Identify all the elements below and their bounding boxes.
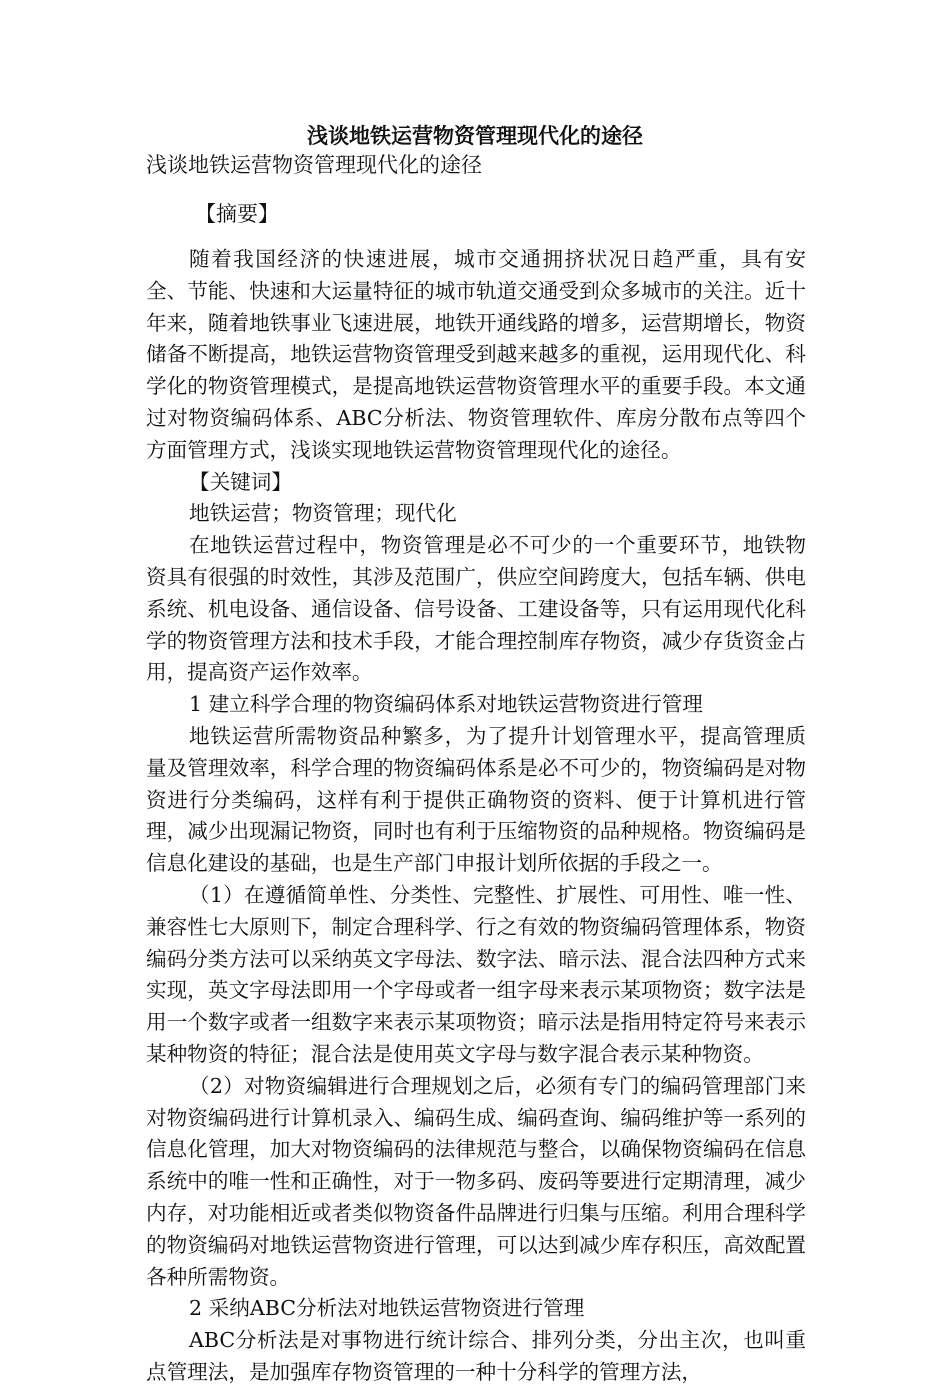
keywords-paragraph: 地铁运营；物资管理；现代化 [189,501,457,526]
section-1-paragraph-1: 地铁运营所需物资品种繁多，为了提升计划管理水平，提高管理质量及管理效率，科学合理的物资编码体系是必不可少的，物资编码是对物资进行分类编码，这样有利于提供正确物资的资料、便于计算机进行管理，减少出现漏记物资，同时也有利于压缩物资的品种规格。物资编码是信息化建设的基础，也是生产部门申报计划所依据的手段之一。 [146,723,806,876]
document-title: 浅谈地铁运营物资管理现代化的途径 [307,123,643,148]
section-2-heading: 2 采纳ABC分析法对地铁运营物资进行管理 [189,1296,585,1321]
abstract-paragraph: 随着我国经济的快速进展，城市交通拥挤状况日趋严重，具有安全、节能、快速和大运量特征的城市轨道交通受到众多城市的关注。近十年来，随着地铁事业飞速进展，地铁开通线路的增多，运营期增长，物资储备不断提高，地铁运营物资管理受到越来越多的重视，运用现代化、科学化的物资管理模式，是提高地铁运营物资管理水平的重要手段。本文通过对物资编码体系、ABC分析法、物资管理软件、库房分散布点等四个方面管理方式，浅谈实现地铁运营物资管理现代化的途径。 [146,247,806,462]
section-1-paragraph-2: （1）在遵循简单性、分类性、完整性、扩展性、可用性、唯一性、兼容性七大原则下，制定合理科学、行之有效的物资编码管理体系，物资编码分类方法可以采纳英文字母法、数字法、暗示法、混合法四种方式来实现，英文字母法即用一个字母或者一组字母来表示某项物资；数字法是用一个数字或者一组数字来表示某项物资；暗示法是指用特定符号来表示某种物资的特征；混合法是使用英文字母与数字混合表示某种物资。 [146,882,806,1066]
document-body [146,244,806,1389]
section-2-paragraph-1: ABC分析法是对事物进行统计综合、排列分类，分出主次，也叫重点管理法，是加强库存物资管理的一种十分科学的管理方法， [146,1328,806,1384]
document-subtitle: 浅谈地铁运营物资管理现代化的途径 [146,153,482,177]
section-1-paragraph-3: （2）对物资编辑进行合理规划之后，必须有专门的编码管理部门来对物资编码进行计算机录入、编码生成、编码查询、编码维护等一系列的信息化管理，加大对物资编码的法律规范与整合，以确保物资编码在信息系统中的唯一性和正确性，对于一物多码、废码等要进行定期清理，减少内存，对功能相近或者类似物资备件品牌进行归集与压缩。利用合理科学的物资编码对地铁运营物资进行管理，可以达到减少库存积压，高效配置各种所需物资。 [146,1073,806,1289]
abstract-label: 【摘要】 [195,202,279,226]
keywords-label: 【关键词】 [189,469,292,494]
intro-paragraph: 在地铁运营过程中，物资管理是必不可少的一个重要环节，地铁物资具有很强的时效性，其涉及范围广，供应空间跨度大，包括车辆、供电系统、机电设备、通信设备、信号设备、工建设备等，只有运用现代化科学的物资管理方法和技术手段，才能合理控制库存物资，减少存货资金占用，提高资产运作效率。 [146,533,806,685]
section-1-heading: 1 建立科学合理的物资编码体系对地铁运营物资进行管理 [189,692,703,717]
